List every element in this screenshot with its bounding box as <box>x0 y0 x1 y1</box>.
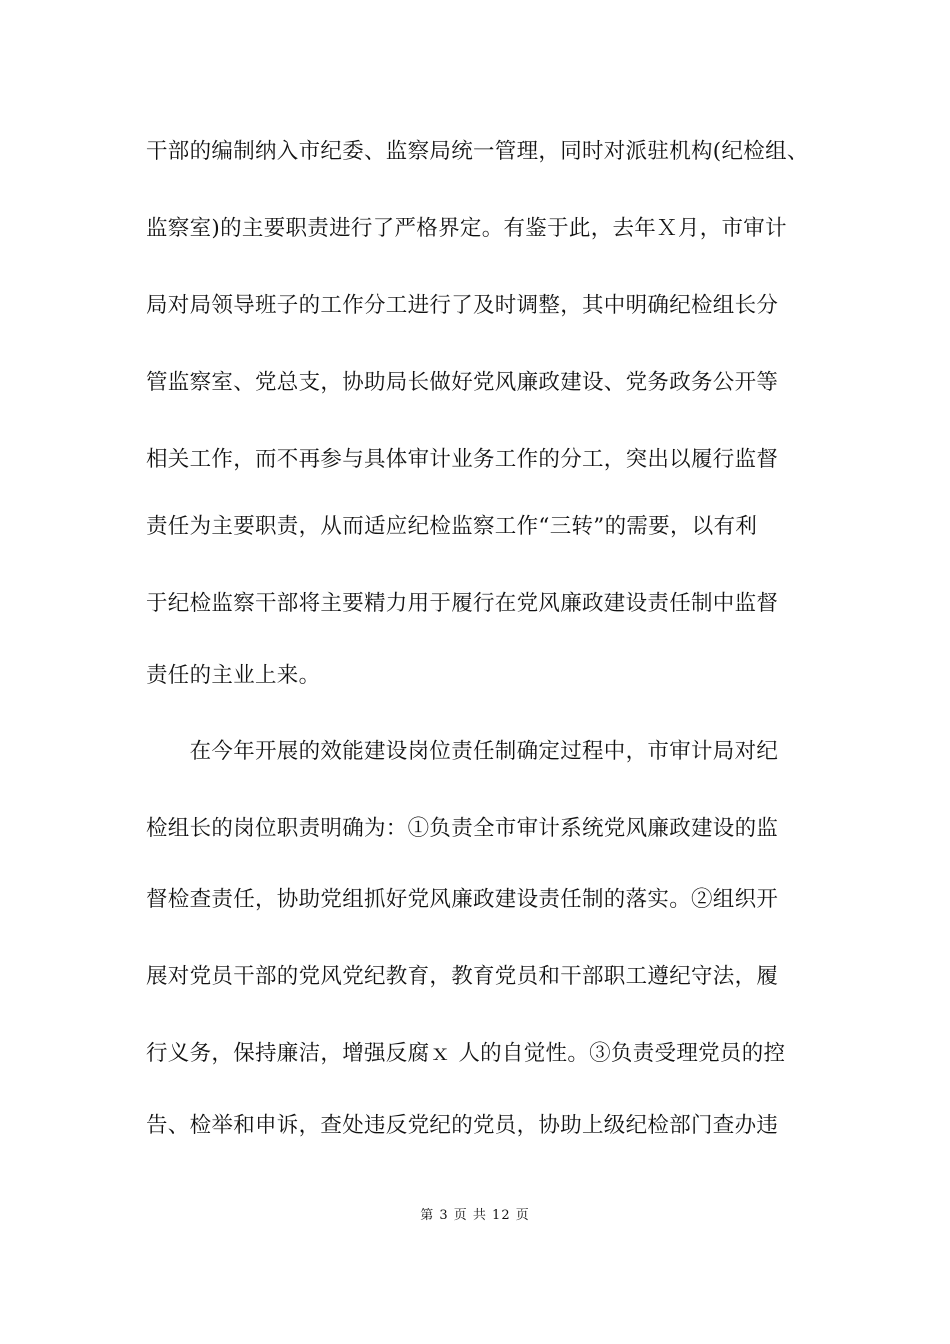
text-line: 于纪检监察干部将主要精力用于履行在党风廉政建设责任制中监督 <box>146 591 779 616</box>
text-line: 监察室)的主要职责进行了严格界定。有鉴于此，去年Ｘ月，市审计 <box>146 216 787 241</box>
text-line: 管监察室、党总支，协助局长做好党风廉政建设、党务政务公开等 <box>146 370 779 395</box>
page-number-footer: 第 3 页 共 12 页 <box>420 1208 530 1223</box>
text-line: 告、检举和申诉，查处违反党纪的党员，协助上级纪检部门查办违 <box>146 1113 779 1138</box>
text-line: 检组长的岗位职责明确为：①负责全市审计系统党风廉政建设的监 <box>146 816 779 841</box>
text-line: 在今年开展的效能建设岗位责任制确定过程中，市审计局对纪 <box>146 739 779 764</box>
text-line: 干部的编制纳入市纪委、监察局统一管理，同时对派驻机构(纪检组、 <box>146 139 809 164</box>
text-line: 督检查责任，协助党组抓好党风廉政建设责任制的落实。②组织开 <box>146 887 779 912</box>
text-line: 责任的主业上来。 <box>146 663 321 688</box>
text-line: 相关工作，而不再参与具体审计业务工作的分工，突出以履行监督 <box>146 447 779 472</box>
text-line: 展对党员干部的党风党纪教育，教育党员和干部职工遵纪守法，履 <box>146 964 779 989</box>
text-line: 行义务，保持廉洁，增强反腐ｘ 人的自觉性。③负责受理党员的控 <box>146 1041 786 1066</box>
text-line: 责任为主要职责，从而适应纪检监察工作“三转”的需要，以有利 <box>146 514 758 539</box>
text-line: 局对局领导班子的工作分工进行了及时调整，其中明确纪检组长分 <box>146 293 779 318</box>
